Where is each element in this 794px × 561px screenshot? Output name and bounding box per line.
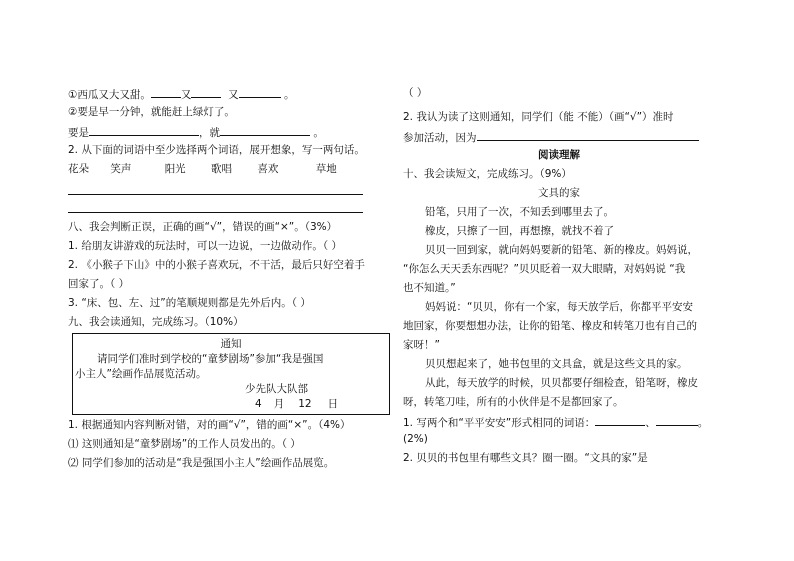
story-title: 文具的家	[538, 187, 580, 199]
judge-item: 1. 给朋友讲游戏的玩法时，可以一边说，一边做动作。（ ）	[68, 240, 342, 252]
blank-2[interactable]	[191, 86, 221, 98]
answer-paren: （ ）	[403, 87, 428, 99]
word-item: 喜欢	[257, 163, 279, 175]
section-9-q1: 1. 根据通知内容判断对错，对的画“√”，错的画“×”。（4%）	[68, 419, 351, 431]
reading-q1: 1. 写两个和“平平安安”形式相同的词语： 、 。	[403, 414, 708, 430]
story-line: 妈妈说：“贝贝，你有一个家，每天放学后，你都平平安安	[425, 301, 693, 313]
blank-3[interactable]	[239, 86, 281, 98]
word-list	[68, 162, 337, 176]
section-9-q1-item: ⑴ 这则通知是“童梦剧场”的工作人员发出的。（ ）	[68, 438, 301, 450]
reading-q2: 2. 贝贝的书包里有哪些文具？圈一圈。“文具的家”是	[403, 452, 648, 464]
word-blank-1[interactable]	[595, 414, 645, 426]
reading-heading: 阅读理解	[538, 149, 580, 161]
notice-signature: 少先队大队部	[245, 383, 308, 395]
yaoshi-sentence: 要是 ，就 。	[68, 124, 324, 140]
notice-body: 小主人”绘画作品展览活动。	[75, 368, 207, 380]
story-line: 呀，转笔刀哇，所有的小伙伴是不是都回家了。	[403, 396, 624, 408]
story-line: 地回家，你要想想办法，让你的铅笔、橡皮和转笔刀也有自己的	[403, 320, 697, 332]
story-line: 贝贝想起来了，她书包里的文具盒，就是这些文具的家。	[425, 358, 688, 370]
judge-item: 2. 《小猴子下山》中的小猴子喜欢玩，不干活，最后只好空着手	[68, 259, 365, 271]
reason-blank[interactable]	[477, 129, 699, 141]
section-9-q1-item: ⑵ 同学们参加的活动是“我是强国小主人”绘画作品展览。	[68, 457, 335, 469]
word-item: 阳光	[164, 163, 186, 175]
q2-line: 2. 我认为读了这则通知，同学们（能 不能）（画“√”）准时	[403, 111, 674, 123]
word-blank-2[interactable]	[656, 414, 698, 426]
word-item: 歌唱	[211, 163, 233, 175]
reading-q1-score: (2%)	[403, 433, 428, 445]
story-line: “你怎么天天丢东西呢？”贝贝眨着一双大眼睛，对妈妈说 “我	[403, 263, 686, 275]
section-10-title: 十、我会读短文，完成练习。（9%）	[403, 168, 572, 180]
story-line: 从此，每天放学的时候，贝贝都要仔细检查，铅笔呀，橡皮	[425, 377, 698, 389]
zao-sentence: ②要是早一分钟，就能赶上绿灯了。	[68, 106, 235, 118]
judge-item: 3. “床、包、左、过”的笔顺规则都是先外后内。（ ）	[68, 297, 311, 309]
notice-title: 通知	[220, 338, 242, 350]
judge-item: 回家了。（ ）	[68, 278, 130, 290]
answer-line[interactable]	[68, 194, 363, 195]
story-line: 贝贝一回到家，就向妈妈要新的铅笔、新的橡皮。妈妈说，	[425, 244, 698, 256]
story-line: 也不知道。”	[403, 282, 456, 294]
blank-1[interactable]	[151, 86, 181, 98]
notice-body: 请同学们准时到学校的“童梦剧场”参加“我是强国	[97, 353, 324, 365]
blank-5[interactable]	[220, 124, 310, 136]
notice-box	[72, 333, 390, 415]
story-line: 家呀！”	[403, 339, 440, 351]
section-9-title: 九、我会读通知，完成练习。（10%）	[68, 316, 244, 328]
word-item: 笑声	[110, 163, 132, 175]
section-8-title: 八、我会判断正误，正确的画“√”，错误的画“×”。（3%）	[68, 221, 338, 233]
word-item: 花朵	[68, 163, 89, 175]
story-line: 橡皮，只擦了一回，再想擦，就找不着了	[425, 225, 614, 237]
blank-4[interactable]	[89, 124, 199, 136]
word-item: 草地	[315, 163, 337, 175]
q2-line: 参加活动，因为	[403, 129, 699, 145]
q2-title: 2. 从下面的词语中至少选择两个词语，展开想象，写一两句话。	[68, 144, 365, 156]
notice-date: 4 月 12 日	[255, 398, 339, 410]
answer-line[interactable]	[68, 212, 363, 213]
xigua-sentence: ①西瓜又大又甜。 又 又 。	[68, 86, 294, 102]
story-line: 铅笔，只用了一次，不知丢到哪里去了。	[425, 206, 614, 218]
